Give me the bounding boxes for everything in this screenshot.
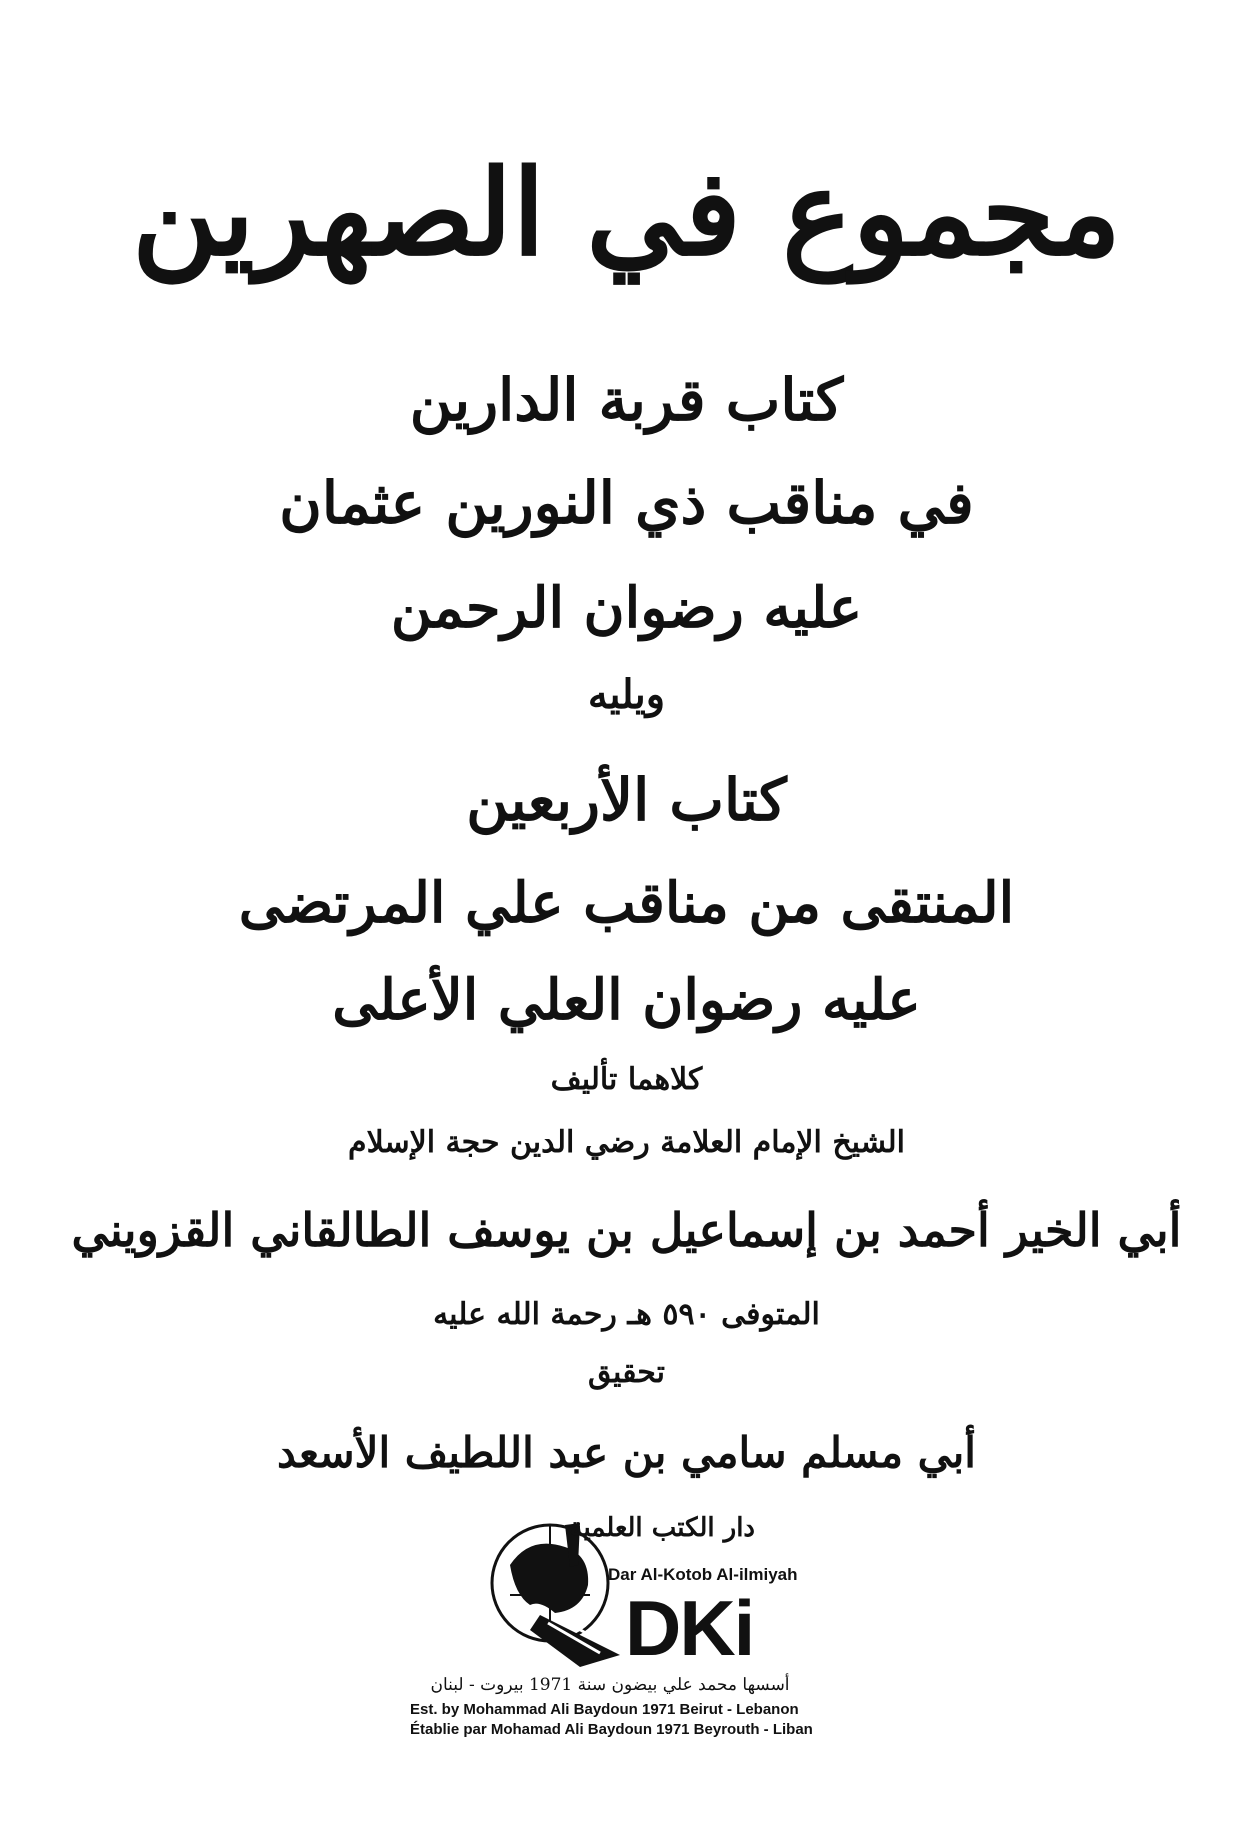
- editor-name: أبي مسلم سامي بن عبد اللطيف الأسعد: [277, 1428, 976, 1477]
- publisher-established-french: Établie par Mohamad Ali Baydoun 1971 Beyrouth - Liban: [410, 1721, 813, 1738]
- publisher-logo-wordmark: DKi: [625, 1584, 754, 1672]
- publisher-established-english: Est. by Mohammad Ali Baydoun 1971 Beirut - Lebanon: [410, 1701, 799, 1718]
- subtitle-book-two-topic: المنتقى من مناقب علي المرتضى: [238, 870, 1015, 936]
- book-title: مجموع في الصهرين: [131, 143, 1122, 282]
- author-death-date: المتوفى ٥٩٠ هـ رحمة الله عليه: [433, 1297, 820, 1332]
- editor-label: تحقيق: [588, 1355, 665, 1390]
- author-name: أبي الخير أحمد بن إسماعيل بن يوسف الطالقاني القزويني: [71, 1203, 1182, 1257]
- subtitle-book-one-blessing: عليه رضوان الرحمن: [390, 575, 863, 641]
- publisher-name-arabic: دار الكتب العلمية: [569, 1513, 755, 1543]
- subtitle-book-two-blessing: عليه رضوان العلي الأعلى: [332, 967, 921, 1033]
- publisher-established-arabic: أسسها محمد علي بيضون سنة 1971 بيروت - لبنان: [430, 1675, 790, 1695]
- publisher-block: [410, 1505, 820, 1815]
- publisher-name-english: Dar Al-Kotob Al-ilmiyah: [608, 1565, 798, 1584]
- subtitle-book-two: كتاب الأربعين: [466, 766, 787, 834]
- subtitle-book-one-topic: في مناقب ذي النورين عثمان: [279, 469, 974, 537]
- authorship-label: كلاهما تأليف: [550, 1062, 703, 1097]
- author-honorifics: الشيخ الإمام العلامة رضي الدين حجة الإسلام: [348, 1125, 905, 1160]
- followed-by-label: ويليه: [587, 671, 666, 718]
- subtitle-book-one: كتاب قربة الدارين: [409, 366, 844, 434]
